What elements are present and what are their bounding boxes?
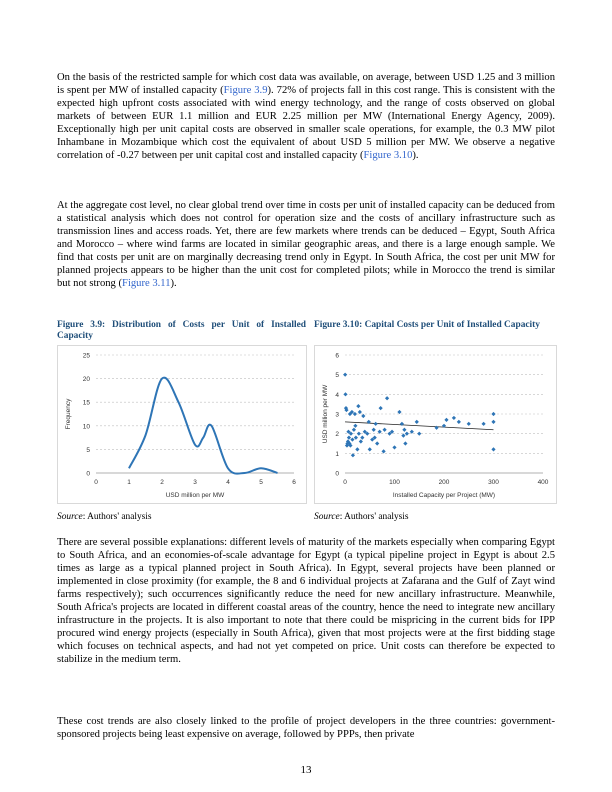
data-point (467, 422, 471, 426)
data-point (356, 404, 360, 408)
y-tick-label: 2 (335, 431, 339, 439)
data-point (375, 441, 379, 445)
data-point (491, 420, 495, 424)
data-point (397, 410, 401, 414)
figure-3-10-chart (314, 345, 557, 504)
y-tick-label: 4 (335, 391, 339, 399)
page-number: 13 (300, 764, 312, 776)
x-tick-label: 400 (537, 479, 549, 486)
y-axis-title: USD million per MW (322, 384, 329, 444)
data-point (351, 453, 355, 457)
trendline (345, 422, 494, 430)
x-tick-label: 6 (292, 479, 296, 486)
y-tick-label: 25 (82, 352, 90, 360)
data-point (368, 447, 372, 451)
x-tick-label: 5 (259, 479, 263, 486)
paragraph-1: On the basis of the restricted sample for which cost data was available, on average, between USD 1.25 and 3 million is spent per MW of installed capacity (Figure 3.9). 72% of projects fall in this cost range. This is consistent with the expected high upfront costs associated with wind energy technology, and the range of costs observed on global markets of between EUR 1.1 million and EUR 2.25 million per MW (International Energy Agency, 2009). Exceptionally high per unit capital costs are observed in smaller scale operations, for example, the 0.3 MW pilot Inhambane in Mozambique which cost the equivalent of about USD 5 million per MW. We observe a negative correlation of -0.27 between per unit capital cost and installed capacity (Figure 3.10). (57, 72, 555, 161)
x-tick-label: 4 (226, 479, 230, 486)
x-tick-label: 0 (94, 479, 98, 486)
y-tick-label: 10 (82, 423, 90, 431)
data-point (482, 422, 486, 426)
data-point (360, 436, 364, 440)
data-point (379, 406, 383, 410)
x-tick-label: 1 (127, 479, 131, 486)
figure-3-9-link[interactable]: Figure 3.9 (223, 85, 268, 96)
scatter-chart-svg (315, 346, 556, 503)
data-point (401, 434, 405, 438)
y-tick-label: 1 (335, 450, 339, 458)
y-tick-label: 5 (335, 372, 339, 380)
data-point (403, 441, 407, 445)
data-point (358, 410, 362, 414)
data-point (491, 447, 495, 451)
figure-3-10-caption: Figure 3.10: Capital Costs per Unit of Installed Capacity (314, 320, 540, 330)
data-point (352, 428, 356, 432)
data-point (353, 424, 357, 428)
x-tick-label: 100 (389, 479, 400, 486)
data-point (382, 449, 386, 453)
figure-3-10-source: Source: Authors' analysis (314, 512, 409, 522)
data-point (355, 447, 359, 451)
figure-3-9-source: Source: Authors' analysis (57, 512, 152, 522)
data-point (354, 436, 358, 440)
figure-3-9-chart (57, 345, 307, 504)
data-point (383, 428, 387, 432)
figure-3-9-caption: Figure 3.9: Distribution of Costs per Unit of Installed Capacity (57, 320, 306, 341)
y-axis-title: Frequency (65, 398, 72, 430)
data-point (491, 412, 495, 416)
data-point (347, 436, 351, 440)
histogram-chart-svg (58, 346, 306, 503)
data-point (361, 414, 365, 418)
data-point (415, 420, 419, 424)
y-tick-label: 6 (335, 352, 339, 360)
x-axis-title: USD million per MW (165, 492, 225, 499)
data-point (452, 416, 456, 420)
series-line (129, 378, 278, 474)
data-point (359, 439, 363, 443)
data-point (444, 418, 448, 422)
x-tick-label: 0 (343, 479, 347, 486)
data-point (457, 420, 461, 424)
data-point (417, 432, 421, 436)
x-tick-label: 3 (193, 479, 197, 486)
data-point (410, 430, 414, 434)
paragraph-3: There are several possible explanations: different levels of maturity of the markets especially when comparing Egypt to South Africa, and an economies-of-scale advantage for Egypt (a typical pipeline project in Egypt is about 2.5 times as large as a typical planned project in South Africa). In Egypt, several projects have been planned or implemented in close proximity (for example, the 8 and 6 individual projects at Zafarana and the Gulf of Zayt wind farms respectively); such occurrences significantly reduce the need for new ancillary infrastructure. Meanwhile, South Africa's projects are located in different coastal areas of the country, hence the need to integrate new ancillary infrastructure in the projects. It is also important to note that there could be mispricing in the current bids for IPP procured wind energy projects (especially in South Africa), given that most projects were at the first bidding stage which focuses on technical aspects, and had not yet competed on price. Unit costs can therefore be expected to stabilize in the medium term. (57, 537, 555, 665)
x-tick-label: 200 (438, 479, 450, 486)
data-point (402, 428, 406, 432)
y-tick-label: 0 (86, 470, 90, 478)
paragraph-2: At the aggregate cost level, no clear global trend over time in costs per unit of installed capacity can be deduced from a statistical analysis which does not control for operation size and the costs of ancillary infrastructure such as transmission lines and access roads. Yet, there are few markets where trends can be deduced – Egypt, South Africa and Morocco – where wind farms are located in similar geographic areas, and there is a large enough sample. We find that costs per unit are on marginally decreasing trend only in Egypt. In South Africa, the cost per unit MW for planned projects appears to be higher than the unit cost for completed pilots; while in Morocco the trend is similar but not strong (Figure 3.11). (57, 200, 555, 289)
x-axis-title: Installed Capacity per Project (MW) (392, 492, 496, 499)
data-point (372, 428, 376, 432)
y-tick-label: 3 (335, 411, 339, 419)
y-tick-label: 15 (82, 399, 90, 407)
data-point (343, 392, 347, 396)
data-point (374, 422, 378, 426)
y-tick-label: 0 (335, 470, 339, 478)
data-point (392, 445, 396, 449)
data-point (350, 437, 354, 441)
figure-3-10-link[interactable]: Figure 3.10 (363, 150, 413, 161)
x-tick-label: 300 (488, 479, 499, 486)
data-point (378, 430, 382, 434)
y-tick-label: 5 (86, 446, 90, 454)
paragraph-4: These cost trends are also closely linked to the profile of project developers in the three countries: government-sponsored projects being least expensive on average, followed by PPPs, then private (57, 716, 555, 740)
figure-3-11-link[interactable]: Figure 3.11 (122, 278, 171, 289)
data-point (405, 432, 409, 436)
data-point (385, 396, 389, 400)
data-point (357, 432, 361, 436)
x-tick-label: 2 (160, 479, 164, 486)
data-point (343, 373, 347, 377)
y-tick-label: 20 (82, 376, 90, 384)
